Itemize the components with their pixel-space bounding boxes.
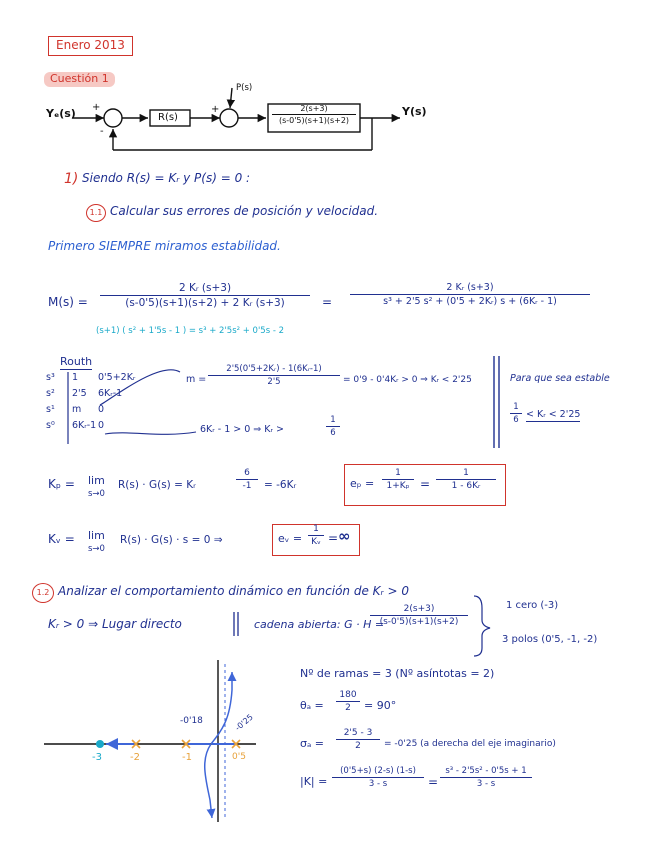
theta-rhs: = 90° (364, 699, 397, 712)
kp-frac-den: -1 (242, 481, 252, 491)
stability-note: Primero SIEMPRE miramos estabilidad. (48, 239, 281, 253)
kp-result: = -6Kᵣ (264, 479, 297, 491)
kp-frac-num: 6 (244, 468, 250, 478)
kp-lim-sub: s→0 (88, 489, 105, 499)
theta-num: 180 (339, 690, 357, 700)
routh-c1: 2'5 (72, 388, 87, 399)
ep-lhs: eₚ = (350, 477, 375, 490)
date-label: Enero 2013 (56, 38, 125, 52)
kp-lhs: Kₚ = (48, 477, 75, 491)
ep2-den: 1 - 6Kᵣ (451, 481, 481, 491)
ol-den: (s-0'5)(s+1)(s+2) (379, 617, 459, 627)
ev-num: 1 (313, 524, 319, 534)
s0-condition: 6Kᵣ - 1 > 0 ⇒ Kᵣ > (200, 424, 284, 435)
routh-pow: s⁰ (46, 420, 55, 431)
routh-c2: 6Kᵣ-1 (98, 388, 123, 399)
ev-eq: = (328, 531, 339, 545)
kp-mid: R(s) · G(s) = Kᵣ (118, 479, 196, 491)
routh-c2: 0'5+2Kᵣ (98, 372, 136, 383)
m-num-1: 2 Kᵣ (s+3) (178, 282, 232, 294)
routh-c1: m (72, 404, 82, 415)
k2-den: 3 - s (476, 779, 496, 789)
ep-den: 1+Kₚ (386, 481, 410, 491)
zeros-info: 1 cero (-3) (506, 600, 559, 611)
open-loop-label: cadena abierta: G · H = (254, 618, 385, 631)
m-def-condition: = 0'9 - 0'4Kᵣ > 0 ⇒ Kᵣ < 2'25 (343, 375, 472, 385)
kv-mid: R(s) · G(s) · s = 0 ⇒ (120, 534, 223, 546)
kv-lim: lim (88, 529, 105, 542)
k-num: (0'5+s) (2-s) (1-s) (340, 766, 416, 776)
stable-frac-den: 6 (513, 415, 519, 425)
minus-sign: - (100, 126, 104, 137)
plant-denominator: (s-0'5)(s+1)(s+2) (278, 116, 350, 125)
stable-range: < Kᵣ < 2'25 (526, 409, 581, 420)
part1-condition: Siendo R(s) = Kᵣ y P(s) = 0 : (82, 171, 251, 185)
ol-num: 2(s+3) (403, 604, 435, 614)
routh-pow: s³ (46, 372, 55, 383)
routh-c2: 0 (98, 404, 105, 415)
ev-den: Kᵥ (311, 537, 321, 547)
k-den: 3 - s (368, 779, 388, 789)
label-asymptote: -0'25 (233, 712, 255, 733)
theta-lhs: θₐ = (300, 699, 324, 712)
output-label: Y(s) (402, 105, 427, 118)
ep2-num: 1 (463, 468, 469, 478)
routh-c1: 1 (72, 372, 79, 383)
direct-locus-line: Kᵣ > 0 ⇒ Lugar directo (48, 617, 182, 631)
theta-den: 2 (345, 703, 351, 713)
m-def-den: 2'5 (267, 377, 281, 387)
routh-c2: 0 (98, 420, 105, 431)
disturbance-label: P(s) (236, 83, 253, 93)
stable-frac-num: 1 (513, 402, 519, 412)
label-breakaway: -0'18 (180, 716, 203, 726)
ev-lhs: eᵥ = (278, 532, 303, 545)
k-lhs: |K| = (300, 775, 328, 788)
sigma-rhs: = -0'25 (a derecha del eje imaginario) (384, 739, 556, 749)
sub12-number: 1.2 (36, 588, 50, 597)
question-text: Cuestión 1 (50, 72, 109, 85)
m-num-2: 2 Kᵣ (s+3) (446, 282, 494, 293)
plus-sign-2: + (211, 104, 220, 115)
plant-numerator: 2(s+3) (300, 104, 328, 113)
kv-lhs: Kᵥ = (48, 532, 75, 546)
routh-title: Routh (60, 355, 93, 368)
label-zero: -3 (92, 752, 102, 763)
k-eq: = (428, 775, 439, 789)
sub11-number: 1.1 (89, 208, 103, 217)
zero-marker (96, 740, 104, 748)
label-pole-minus1: -1 (182, 752, 192, 763)
routh-pow: s¹ (46, 404, 55, 415)
ep-num: 1 (395, 468, 401, 478)
poles-info: 3 polos (0'5, -1, -2) (502, 634, 598, 645)
kp-lim: lim (88, 474, 105, 487)
ep-eq: = (420, 477, 431, 491)
ev-value: ∞ (338, 527, 351, 545)
s0-num: 1 (330, 415, 336, 425)
m-den-1: (s-0'5)(s+1)(s+2) + 2 Kᵣ (s+3) (125, 297, 285, 309)
sigma-num: 2'5 - 3 (343, 728, 373, 738)
input-label: Yₑ(s) (46, 107, 76, 120)
kv-lim-sub: s→0 (88, 544, 105, 554)
m-den-2: s³ + 2'5 s² + (0'5 + 2Kᵣ) s + (6Kᵣ - 1) (383, 296, 557, 307)
controller-label: R(s) (158, 112, 178, 123)
routh-c1: 6Kᵣ-1 (72, 420, 97, 431)
m-def-num: 2'5(0'5+2Kᵣ) - 1(6Kᵣ-1) (226, 364, 322, 374)
part1-number: 1) (64, 171, 79, 187)
m-equals: = (322, 295, 333, 309)
m-lhs: M(s) = (48, 295, 88, 309)
routh-pow: s² (46, 388, 55, 399)
label-pole-minus2: -2 (130, 752, 140, 763)
k2-num: s³ - 2'5s² - 0'5s + 1 (445, 766, 527, 776)
branches-info: Nº de ramas = 3 (Nº asíntotas = 2) (300, 667, 495, 680)
denominator-expansion: (s+1) ( s² + 1'5s - 1 ) = s³ + 2'5s² + 0'5s - 2 (96, 326, 285, 336)
sub11-text: Calcular sus errores de posición y velocidad. (110, 204, 379, 218)
s0-den: 6 (330, 428, 336, 438)
label-pole-05: 0'5 (232, 752, 246, 762)
sub12-title: Analizar el comportamiento dinámico en función de Kᵣ > 0 (58, 584, 409, 598)
sigma-den: 2 (355, 741, 361, 751)
m-def-lhs: m = (186, 374, 207, 385)
plus-sign-1: + (92, 102, 101, 113)
stability-text: Para que sea estable (510, 373, 610, 384)
sigma-lhs: σₐ = (300, 737, 324, 750)
